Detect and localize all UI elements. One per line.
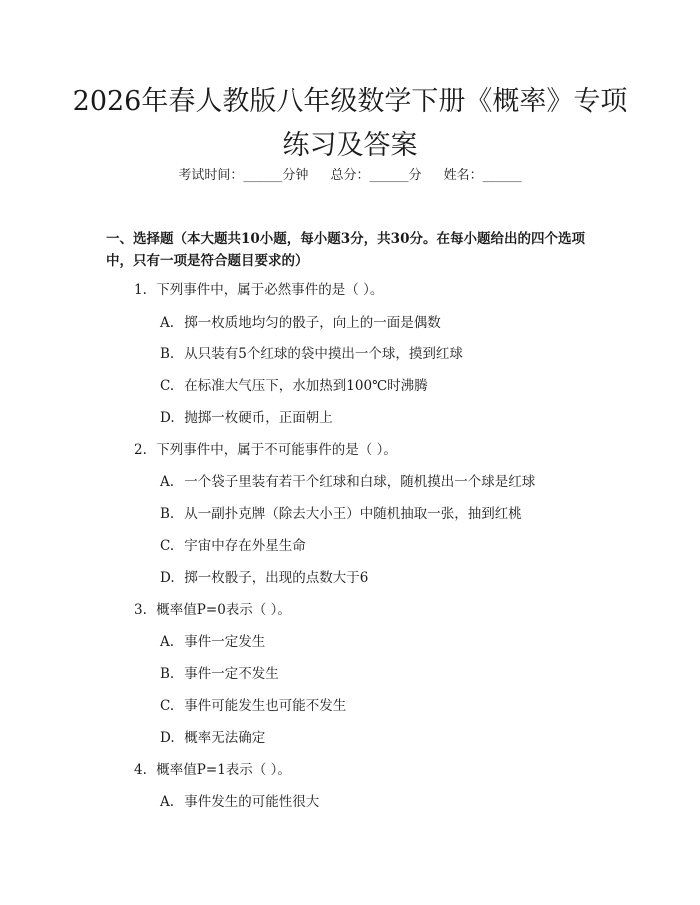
question-number: 1. [134,282,147,298]
option-text: 在标准大气压下，水加热到100℃时沸腾 [184,378,428,394]
option-label: B. [160,506,175,522]
option-text: 事件发生的可能性很大 [184,794,320,810]
exam-time: 考试时间：______分钟 [178,168,309,183]
option-1a [160,313,441,333]
option-text: 从只装有5个红球的袋中摸出一个球，摸到红球 [184,346,463,362]
option-4a [160,792,319,812]
document-title: 2026年春人教版八年级数学下册《概率》专项练习及答案 [72,86,628,161]
option-label: A. [160,474,175,490]
question-text: 下列事件中，属于不可能事件的是（ ）。 [156,442,397,458]
option-3b [160,664,279,684]
option-label: B. [160,346,175,362]
option-2b [160,504,522,524]
option-text: 宇宙中存在外星生命 [184,538,306,554]
option-text: 事件可能发生也可能不发生 [184,698,347,714]
option-text: 抛掷一枚硬币，正面朝上 [184,410,333,426]
option-2d [160,568,368,588]
exam-meta [0,166,700,186]
option-1d [160,408,333,428]
student-name: 姓名：______ [443,168,522,183]
option-3a [160,632,265,652]
option-label: A. [160,794,175,810]
question-3 [134,600,291,620]
option-label: D. [160,570,175,586]
option-text: 从一副扑克牌（除去大小王）中随机抽取一张，抽到红桃 [184,506,522,522]
question-2 [134,440,397,460]
question-number: 4. [134,762,147,778]
question-text: 概率值P=1表示（ ）。 [156,762,291,778]
question-1 [134,280,383,300]
option-label: B. [160,666,175,682]
option-1c [160,376,428,396]
option-text: 事件一定发生 [184,634,266,650]
option-label: A. [160,634,175,650]
option-3c [160,696,346,716]
question-number: 2. [134,442,147,458]
option-text: 掷一枚质地均匀的骰子，向上的一面是偶数 [184,315,441,331]
section-heading: 一、选择题（本大题共10小题，每小题3分，共30分。在每小题给出的四个选项中，只有一项是符合题目要求的） [106,231,585,269]
question-4 [134,760,291,780]
option-1b [160,344,463,364]
question-number: 3. [134,602,147,618]
option-text: 事件一定不发生 [184,666,279,682]
option-label: C. [160,698,175,714]
question-text: 概率值P=0表示（ ）。 [156,602,291,618]
option-label: D. [160,730,175,746]
option-text: 掷一枚骰子，出现的点数大于6 [184,570,369,586]
total-score: 总分：______分 [330,168,422,183]
question-text: 下列事件中，属于必然事件的是（ ）。 [156,282,384,298]
option-text: 概率无法确定 [184,730,266,746]
option-label: C. [160,378,175,394]
option-2c [160,536,306,556]
option-text: 一个袋子里装有若干个红球和白球，随机摸出一个球是红球 [184,474,536,490]
option-3d [160,728,265,748]
option-label: C. [160,538,175,554]
option-2a [160,472,535,492]
option-label: A. [160,315,175,331]
option-label: D. [160,410,175,426]
